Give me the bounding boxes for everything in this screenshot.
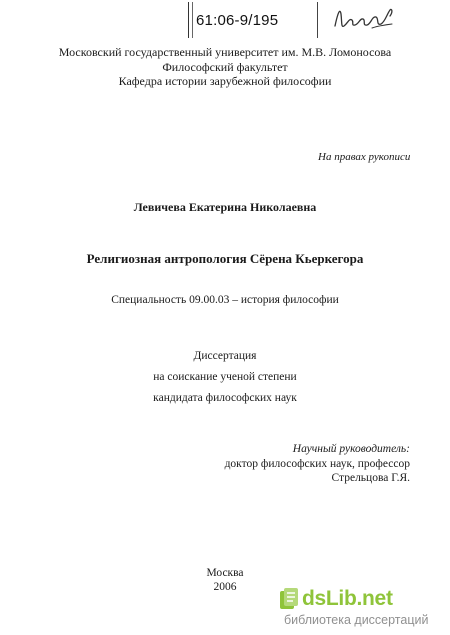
university-name: Московский государственный университет им. М.В. Ломоносова [58,45,392,59]
dissertation-title: Религиозная антропология Сёрена Кьеркегора [86,251,364,266]
degree-type-line: кандидата философских наук [153,392,297,404]
institution-header [0,45,450,89]
manuscript-rights-note: На правах рукописи [318,151,411,163]
watermark-brand: dsLib.net [302,587,393,610]
year: 2006 [213,581,237,593]
dslib-logo-icon [278,587,300,611]
dslib-watermark [274,585,444,631]
supervisor-name: Стрельцова Г.Я. [331,472,410,484]
city-name: Москва [206,567,244,579]
author-name: Левичева Екатерина Николаевна [133,200,317,214]
supervisor-position: доктор философских наук, профессор [224,457,410,470]
faculty-name: Философский факультет [162,59,288,74]
handwritten-signature [332,4,396,34]
degree-line: на соискание ученой степени [153,371,297,383]
watermark-subtitle: библиотека диссертаций [284,613,429,627]
archive-stamp-number: 61:06-9/195 [196,12,279,29]
department-name: Кафедра истории зарубежной философии [118,74,332,88]
supervisor-block [225,442,410,486]
dissertation-label: Диссертация [193,350,257,362]
specialty-line: Специальность 09.00.03 – история философии [111,294,339,306]
supervisor-label: Научный руководитель: [292,443,410,455]
dissertation-description [0,346,450,409]
